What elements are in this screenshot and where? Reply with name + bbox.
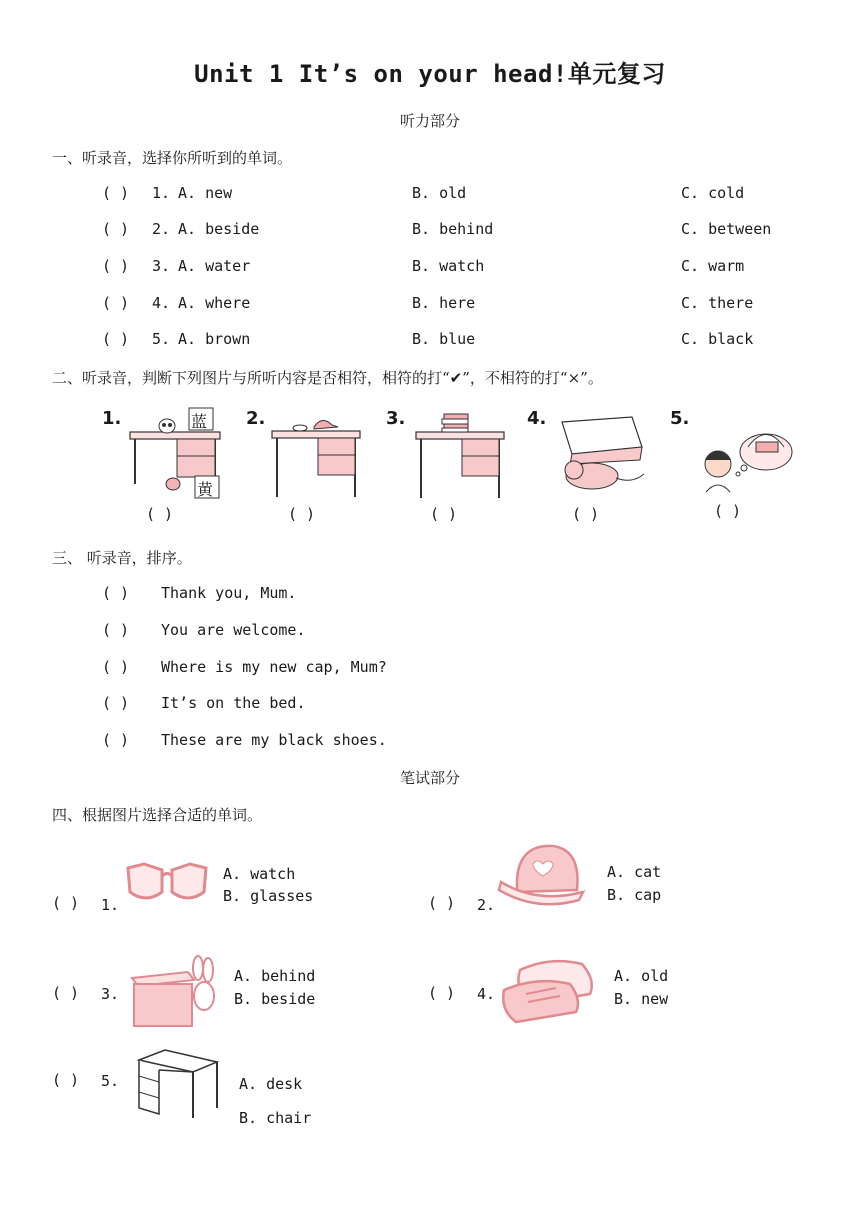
item-number: 5. [152, 330, 171, 348]
answer-blank[interactable]: ( ) [428, 984, 456, 1002]
answer-blank[interactable]: ( ) [102, 330, 130, 348]
answer-blank[interactable]: ( ) [102, 658, 130, 676]
item-number: 5. [101, 1072, 120, 1090]
option-b: B. watch [412, 257, 485, 275]
answer-blank[interactable]: ( ) [572, 505, 600, 523]
option-c: C. there [681, 294, 754, 312]
sentence: These are my black shoes. [161, 731, 387, 749]
glasses-icon [122, 856, 212, 908]
desk-bird-icon [125, 406, 235, 501]
desk-icon [135, 1046, 223, 1122]
option-c: C. between [681, 220, 772, 238]
option-a: A. beside [178, 220, 260, 238]
option-a: A. brown [178, 330, 251, 348]
answer-blank[interactable]: ( ) [430, 505, 458, 523]
picture-number: 2. [246, 408, 266, 429]
option-a: A. water [178, 257, 251, 275]
item-number: 4. [477, 985, 496, 1003]
section4-heading: 四、根据图片选择合适的单词。 [52, 806, 263, 824]
option-a: A. new [178, 184, 233, 202]
option-c: C. black [681, 330, 754, 348]
picture-number: 3. [386, 408, 406, 429]
answer-blank[interactable]: ( ) [102, 294, 130, 312]
answer-blank[interactable]: ( ) [102, 694, 130, 712]
item-number: 1. [101, 896, 120, 914]
option-b: B. glasses [223, 887, 314, 905]
item-number: 1. [152, 184, 171, 202]
answer-blank[interactable]: ( ) [102, 220, 130, 238]
picture-number: 4. [527, 408, 547, 429]
option-b: B. behind [412, 220, 494, 238]
item-number: 2. [152, 220, 171, 238]
picture-number: 1. [102, 408, 122, 429]
answer-blank[interactable]: ( ) [102, 184, 130, 202]
boy-thinking-icon [698, 412, 798, 497]
answer-blank[interactable]: ( ) [102, 731, 130, 749]
shoes-icon [500, 950, 598, 1030]
listening-header: 听力部分 [399, 112, 460, 130]
option-a: A. behind [234, 967, 316, 985]
picture-number: 5. [670, 408, 690, 429]
answer-blank[interactable]: ( ) [714, 502, 742, 520]
answer-blank[interactable]: ( ) [52, 984, 80, 1002]
answer-blank[interactable]: ( ) [288, 505, 316, 523]
option-c: C. cold [681, 184, 745, 202]
writing-header: 笔试部分 [399, 769, 460, 787]
item-number: 3. [152, 257, 171, 275]
option-b: B. cap [607, 886, 662, 904]
option-a: A. watch [223, 865, 296, 883]
option-a: A. where [178, 294, 251, 312]
section2-heading: 二、听录音，判断下列图片与所听内容是否相符，相符的打“✔”，不相符的打“×”。 [52, 369, 603, 387]
desk-books-icon [414, 412, 509, 500]
sentence: Where is my new cap, Mum? [161, 658, 387, 676]
item-number: 2. [477, 896, 496, 914]
desk-cap-icon [270, 415, 365, 500]
option-b: B. new [614, 990, 669, 1008]
option-b: B. here [412, 294, 476, 312]
option-a: A. desk [239, 1075, 303, 1093]
answer-blank[interactable]: ( ) [102, 257, 130, 275]
section1-heading: 一、听录音，选择你所听到的单词。 [52, 149, 293, 167]
option-b: B. chair [239, 1109, 312, 1127]
option-b: B. old [412, 184, 467, 202]
sentence: Thank you, Mum. [161, 584, 297, 602]
answer-blank[interactable]: ( ) [146, 505, 174, 523]
answer-blank[interactable]: ( ) [102, 584, 130, 602]
option-b: B. beside [234, 990, 316, 1008]
picture-label-yellow: 黄 [197, 480, 214, 499]
item-number: 3. [101, 985, 120, 1003]
box-rabbit-icon [128, 954, 218, 1030]
option-a: A. old [614, 967, 669, 985]
option-a: A. cat [607, 863, 662, 881]
sentence: You are welcome. [161, 621, 306, 639]
section3-heading: 三、 听录音，排序。 [52, 549, 192, 567]
option-c: C. warm [681, 257, 745, 275]
picture-label-blue: 蓝 [191, 412, 208, 431]
item-number: 4. [152, 294, 171, 312]
answer-blank[interactable]: ( ) [52, 894, 80, 912]
answer-blank[interactable]: ( ) [102, 621, 130, 639]
sentence: It’s on the bed. [161, 694, 306, 712]
cap-icon [497, 840, 589, 910]
option-b: B. blue [412, 330, 476, 348]
box-cat-icon [552, 412, 652, 497]
answer-blank[interactable]: ( ) [428, 894, 456, 912]
page-title: Unit 1 It’s on your head!单元复习 [194, 60, 666, 88]
answer-blank[interactable]: ( ) [52, 1071, 80, 1089]
